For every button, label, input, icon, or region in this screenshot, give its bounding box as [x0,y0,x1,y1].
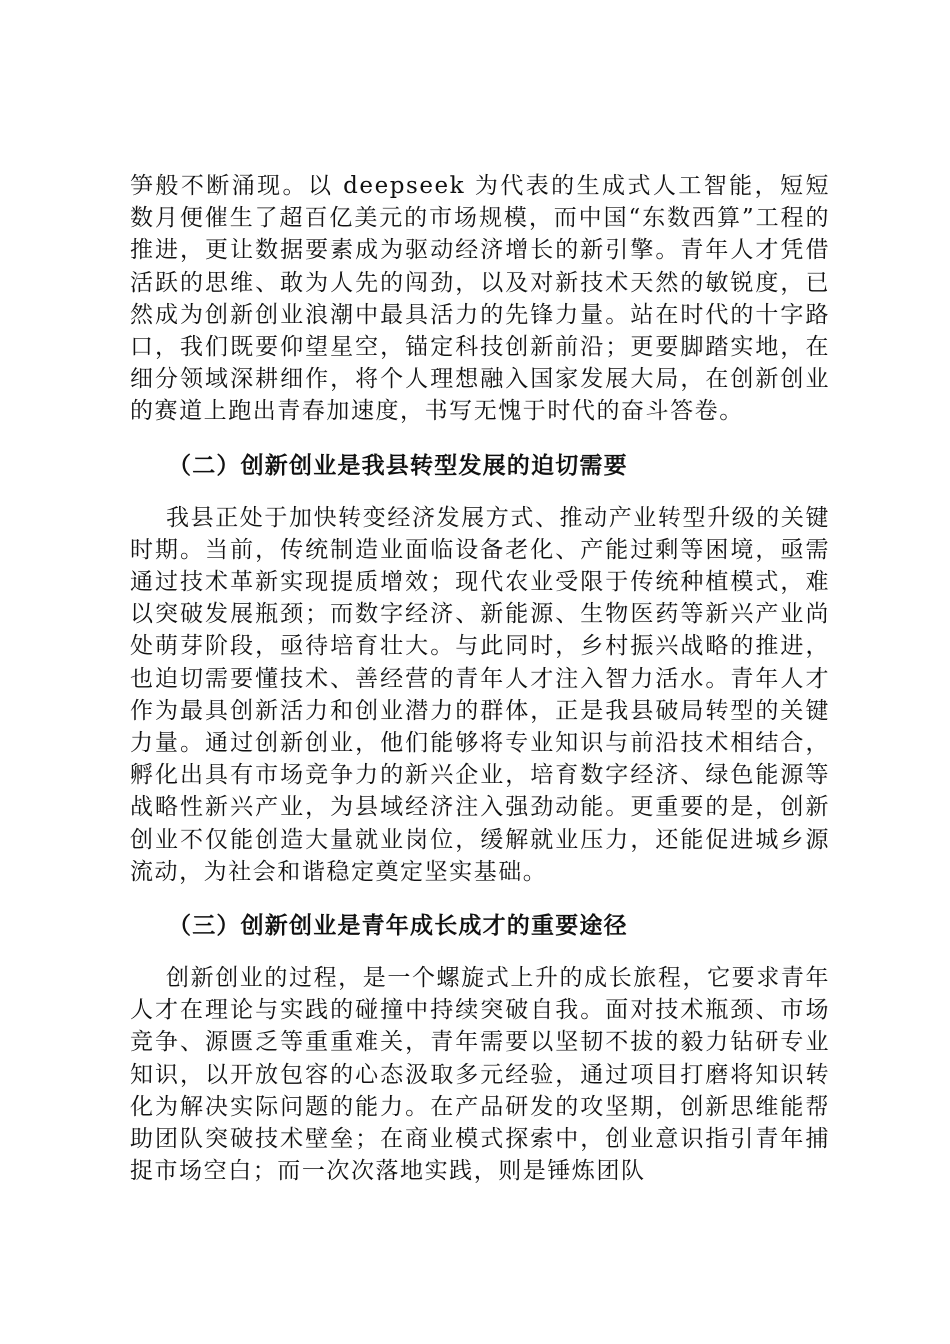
paragraph-continuation: 笋般不断涌现。以 deepseek 为代表的生成式人工智能，短短数月便催生了超百亿美元的市场规模，而中国“东数西算”工程的推进，更让数据要素成为驱动经济增长的新引擎。青年人才凭借活跃的思维、敢为人先的闯劲，以及对新技术天然的敏锐度，已然成为创新创业浪潮中最具活力的先锋力量。站在时代的十字路口，我们既要仰望星空，锚定科技创新前沿；更要脚踏实地，在细分领域深耕细作，将个人理想融入国家发展大局，在创新创业的赛道上跑出青春加速度，书写无愧于时代的奋斗答卷。 [130,173,830,425]
document-page [130,170,830,1187]
paragraph-section-3: 创新创业的过程，是一个螺旋式上升的成长旅程，它要求青年人才在理论与实践的碰撞中持续突破自我。面对技术瓶颈、市场竞争、源匮乏等重重难关，青年需要以坚韧不拔的毅力钻研专业知识，以开放包容的心态汲取多元经验，通过项目打磨将知识转化为解决实际问题的能力。在产品研发的攻坚期，创新思维能帮助团队突破技术壁垒；在商业模式探索中，创业意识指引青年捕捉市场空白；而一次次落地实践，则是锤炼团队 [130,965,830,1185]
paragraph-section-2: 我县正处于加快转变经济发展方式、推动产业转型升级的关键时期。当前，传统制造业面临设备老化、产能过剩等困境，亟需通过技术革新实现提质增效；现代农业受限于传统种植模式，难以突破发展瓶颈；而数字经济、新能源、生物医药等新兴产业尚处萌芽阶段，亟待培育壮大。与此同时，乡村振兴战略的推进，也迫切需要懂技术、善经营的青年人才注入智力活水。青年人才作为最具创新活力和创业潜力的群体，正是我县破局转型的关键力量。通过创新创业，他们能够将专业知识与前沿技术相结合，孵化出具有市场竞争力的新兴企业，培育数字经济、绿色能源等战略性新兴产业，为县域经济注入强劲动能。更重要的是，创新创业不仅能创造大量就业岗位，缓解就业压力，还能促进城乡源流动，为社会和谐稳定奠定坚实基础。 [130,504,830,885]
section-heading-3: （三）创新创业是青年成长成才的重要途径 [168,913,628,940]
section-heading-2: （二）创新创业是我县转型发展的迫切需要 [168,452,628,479]
